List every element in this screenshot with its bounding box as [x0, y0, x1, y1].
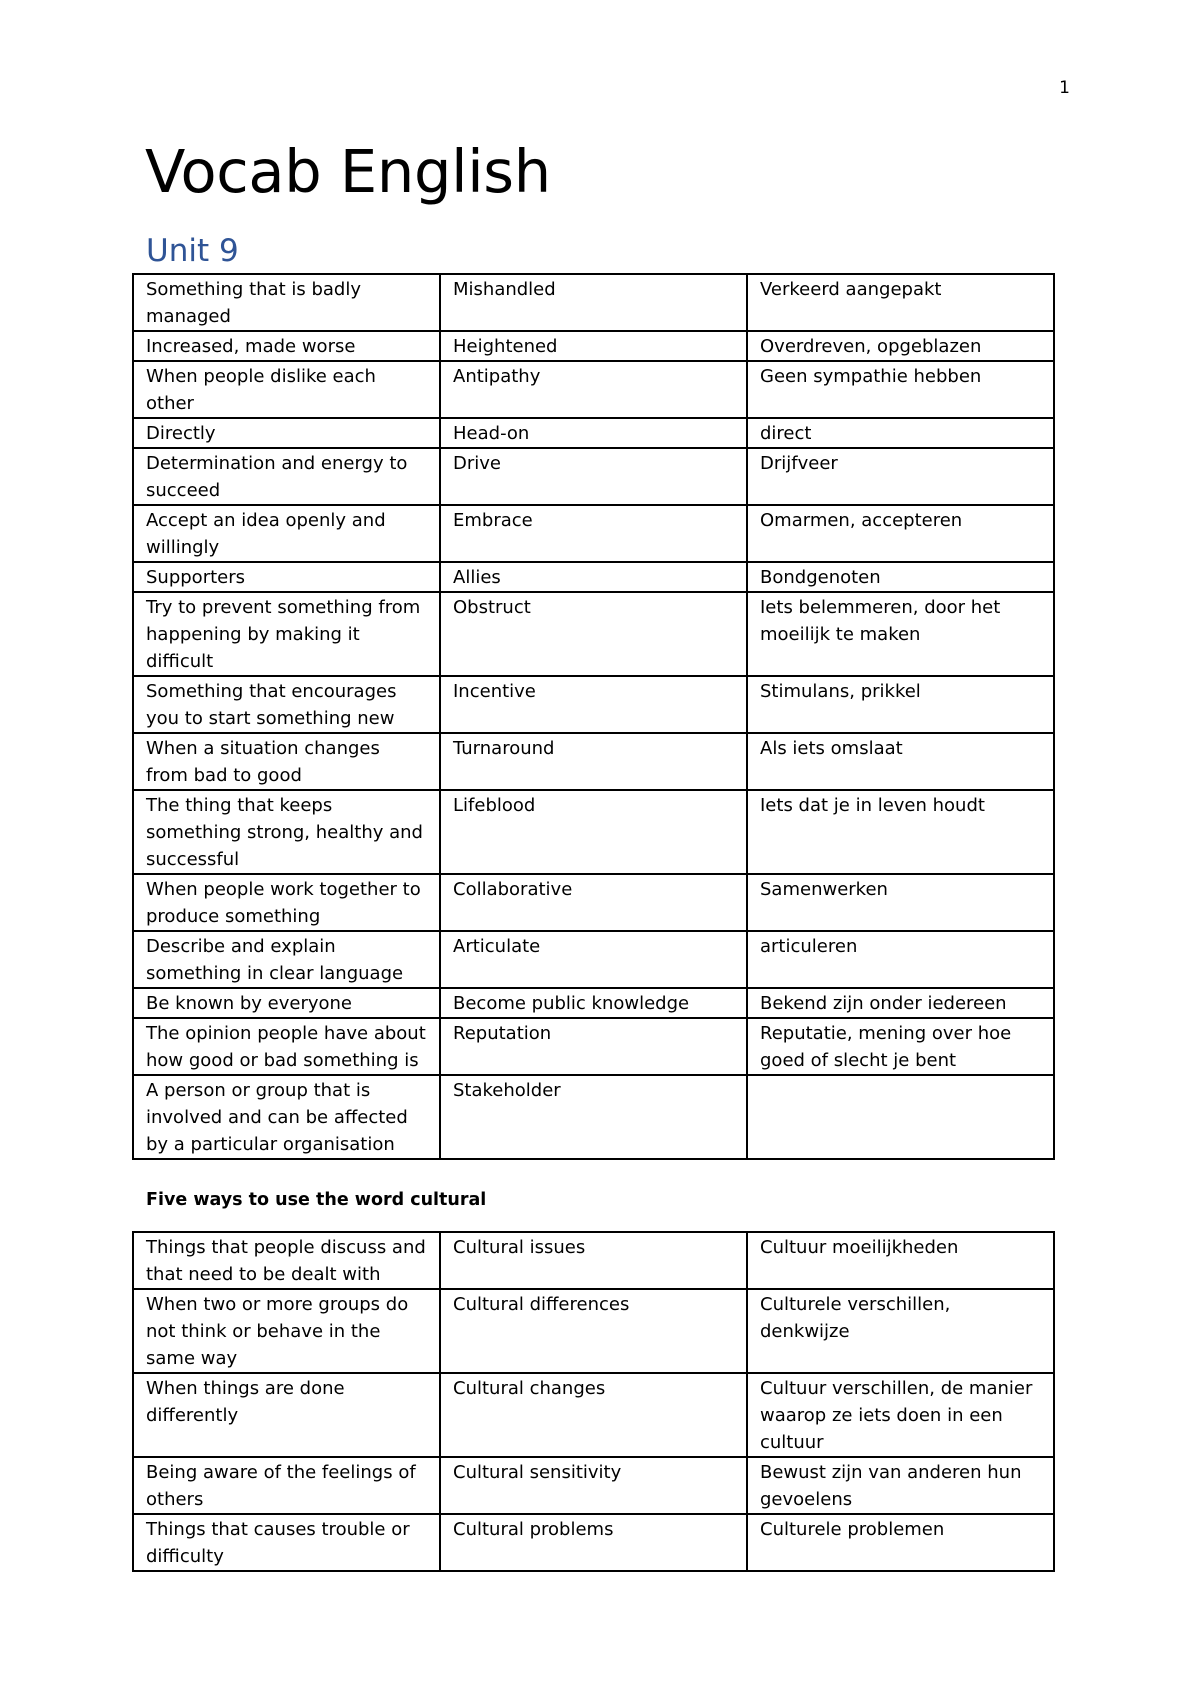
table-row: [133, 1018, 1054, 1075]
term-cell: Reputation: [440, 1018, 747, 1075]
table-row: [133, 592, 1054, 676]
definition-cell: When people work together to produce something: [133, 874, 440, 931]
term-cell: Allies: [440, 562, 747, 592]
definition-cell: Increased, made worse: [133, 331, 440, 361]
table-row: [133, 562, 1054, 592]
term-cell: Cultural problems: [440, 1514, 747, 1571]
translation-cell: Stimulans, prikkel: [747, 676, 1054, 733]
table-row: [133, 448, 1054, 505]
term-cell: Heightened: [440, 331, 747, 361]
translation-cell: Geen sympathie hebben: [747, 361, 1054, 418]
cultural-vocab-table: [132, 1231, 1055, 1572]
term-cell: Embrace: [440, 505, 747, 562]
term-cell: Mishandled: [440, 274, 747, 331]
term-cell: Cultural sensitivity: [440, 1457, 747, 1514]
term-cell: Obstruct: [440, 592, 747, 676]
translation-cell: Cultuur verschillen, de manier waarop ze iets doen in een cultuur: [747, 1373, 1054, 1457]
translation-cell: Verkeerd aangepakt: [747, 274, 1054, 331]
definition-cell: Try to prevent something from happening by making it difficult: [133, 592, 440, 676]
definition-cell: Something that encourages you to start something new: [133, 676, 440, 733]
definition-cell: Be known by everyone: [133, 988, 440, 1018]
page-number: 1: [1059, 78, 1070, 98]
translation-cell: Bekend zijn onder iedereen: [747, 988, 1054, 1018]
term-cell: Cultural differences: [440, 1289, 747, 1373]
table-row: [133, 988, 1054, 1018]
translation-cell: Culturele problemen: [747, 1514, 1054, 1571]
term-cell: Articulate: [440, 931, 747, 988]
definition-cell: Directly: [133, 418, 440, 448]
translation-cell: Bewust zijn van anderen hun gevoelens: [747, 1457, 1054, 1514]
table-row: [133, 874, 1054, 931]
definition-cell: Accept an idea openly and willingly: [133, 505, 440, 562]
table-row: [133, 1232, 1054, 1289]
definition-cell: Things that people discuss and that need to be dealt with: [133, 1232, 440, 1289]
table-row: [133, 676, 1054, 733]
term-cell: Incentive: [440, 676, 747, 733]
table-row: [133, 1373, 1054, 1457]
term-cell: Head-on: [440, 418, 747, 448]
definition-cell: Being aware of the feelings of others: [133, 1457, 440, 1514]
definition-cell: Supporters: [133, 562, 440, 592]
translation-cell: Drijfveer: [747, 448, 1054, 505]
document-title: Vocab English: [145, 137, 551, 206]
definition-cell: Things that causes trouble or difficulty: [133, 1514, 440, 1571]
table-row: [133, 361, 1054, 418]
translation-cell: Iets dat je in leven houdt: [747, 790, 1054, 874]
translation-cell: Iets belemmeren, door het moeilijk te maken: [747, 592, 1054, 676]
definition-cell: The opinion people have about how good or bad something is: [133, 1018, 440, 1075]
definition-cell: Something that is badly managed: [133, 274, 440, 331]
term-cell: Cultural changes: [440, 1373, 747, 1457]
term-cell: Collaborative: [440, 874, 747, 931]
definition-cell: A person or group that is involved and can be affected by a particular organisation: [133, 1075, 440, 1159]
unit-heading: Unit 9: [146, 233, 239, 269]
translation-cell: Samenwerken: [747, 874, 1054, 931]
translation-cell: Reputatie, mening over hoe goed of slecht je bent: [747, 1018, 1054, 1075]
definition-cell: The thing that keeps something strong, healthy and successful: [133, 790, 440, 874]
table-row: [133, 1289, 1054, 1373]
translation-cell: Als iets omslaat: [747, 733, 1054, 790]
table-row: [133, 1457, 1054, 1514]
table-row: [133, 274, 1054, 331]
table-row: [133, 505, 1054, 562]
table-row: [133, 1514, 1054, 1571]
unit9-vocab-table: [132, 273, 1055, 1160]
translation-cell: Overdreven, opgeblazen: [747, 331, 1054, 361]
translation-cell: Omarmen, accepteren: [747, 505, 1054, 562]
definition-cell: Determination and energy to succeed: [133, 448, 440, 505]
definition-cell: When two or more groups do not think or behave in the same way: [133, 1289, 440, 1373]
table-row: [133, 418, 1054, 448]
translation-cell: [747, 1075, 1054, 1159]
translation-cell: Cultuur moeilijkheden: [747, 1232, 1054, 1289]
table-row: [133, 790, 1054, 874]
term-cell: Lifeblood: [440, 790, 747, 874]
term-cell: Turnaround: [440, 733, 747, 790]
translation-cell: articuleren: [747, 931, 1054, 988]
cultural-section-heading: Five ways to use the word cultural: [146, 1190, 487, 1210]
translation-cell: Bondgenoten: [747, 562, 1054, 592]
term-cell: Stakeholder: [440, 1075, 747, 1159]
definition-cell: When things are done differently: [133, 1373, 440, 1457]
definition-cell: Describe and explain something in clear language: [133, 931, 440, 988]
term-cell: Antipathy: [440, 361, 747, 418]
term-cell: Become public knowledge: [440, 988, 747, 1018]
definition-cell: When a situation changes from bad to good: [133, 733, 440, 790]
translation-cell: Culturele verschillen, denkwijze: [747, 1289, 1054, 1373]
table-row: [133, 331, 1054, 361]
translation-cell: direct: [747, 418, 1054, 448]
definition-cell: When people dislike each other: [133, 361, 440, 418]
term-cell: Drive: [440, 448, 747, 505]
table-row: [133, 733, 1054, 790]
term-cell: Cultural issues: [440, 1232, 747, 1289]
table-row: [133, 931, 1054, 988]
table-row: [133, 1075, 1054, 1159]
